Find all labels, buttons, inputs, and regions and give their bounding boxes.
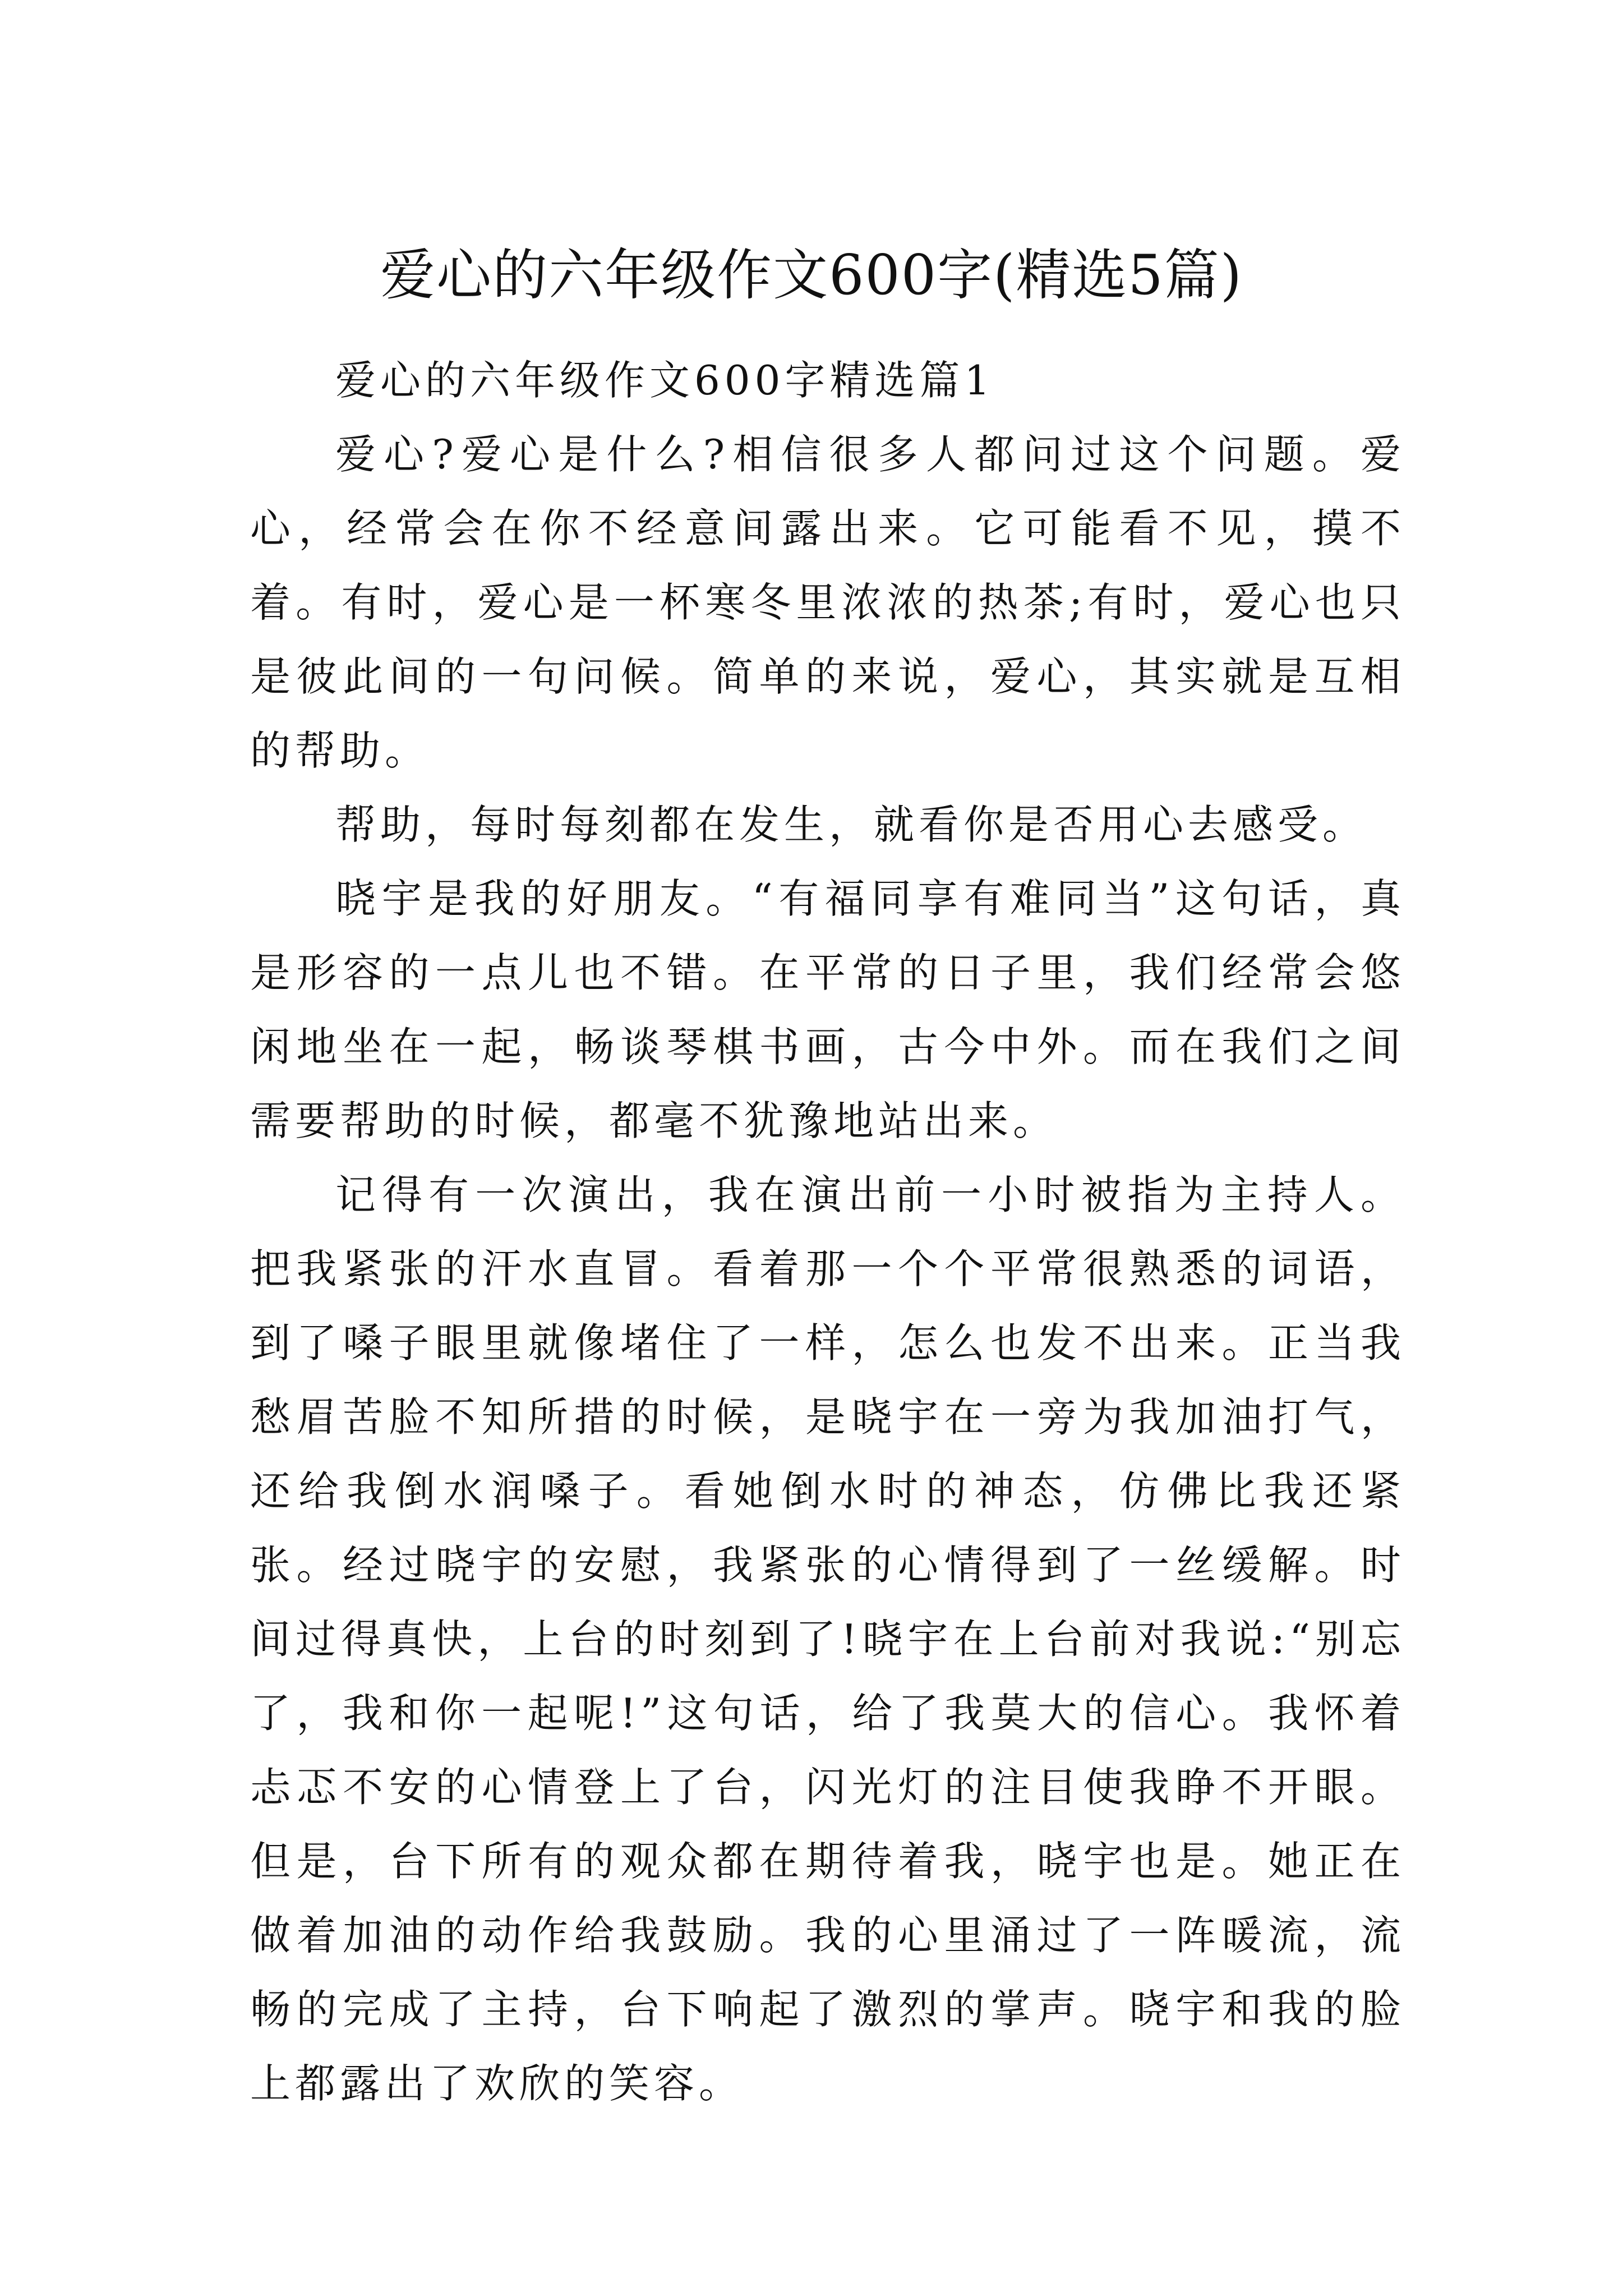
paragraph-3: 晓宇是我的好朋友。“有福同享有难同当”这句话，真是形容的一点儿也不错。在平常的日子里，我们经常会悠闲地坐在一起，畅谈琴棋书画，古今中外。而在我们之间需要帮助的时候，都毫不犹豫地站出来。 [250,875,1405,1144]
document-body [250,343,1405,2120]
paragraph-4: 记得有一次演出，我在演出前一小时被指为主持人。把我紧张的汗水直冒。看着那一个个平常很熟悉的词语，到了嗓子眼里就像堵住了一样，怎么也发不出来。正当我愁眉苦脸不知所措的时候，是晓宇在一旁为我加油打气，还给我倒水润嗓子。看她倒水时的神态，仿佛比我还紧张。经过晓宇的安慰，我紧张的心情得到了一丝缓解。时间过得真快，上台的时刻到了!晓宇在上台前对我说:“别忘了，我和你一起呢!”这句话，给了我莫大的信心。我怀着忐忑不安的心情登上了台，闪光灯的注目使我睁不开眼。但是，台下所有的观众都在期待着我，晓宇也是。她正在做着加油的动作给我鼓励。我的心里涌过了一阵暖流，流畅的完成了主持，台下响起了激烈的掌声。晓宇和我的脸上都露出了欢欣的笑容。 [250,1171,1405,2107]
document-title: 爱心的六年级作文600字(精选5篇) [380,243,1243,307]
paragraph-1: 爱心?爱心是什么?相信很多人都问过这个问题。爱心，经常会在你不经意间露出来。它可能看不见，摸不着。有时，爱心是一杯寒冬里浓浓的热茶;有时，爱心也只是彼此间的一句问候。简单的来说，爱心，其实就是互相的帮助。 [250,431,1405,774]
paragraph-2: 帮助，每时每刻都在发生，就看你是否用心去感受。 [335,801,1368,848]
section-heading: 爱心的六年级作文600字精选篇1 [335,357,995,404]
